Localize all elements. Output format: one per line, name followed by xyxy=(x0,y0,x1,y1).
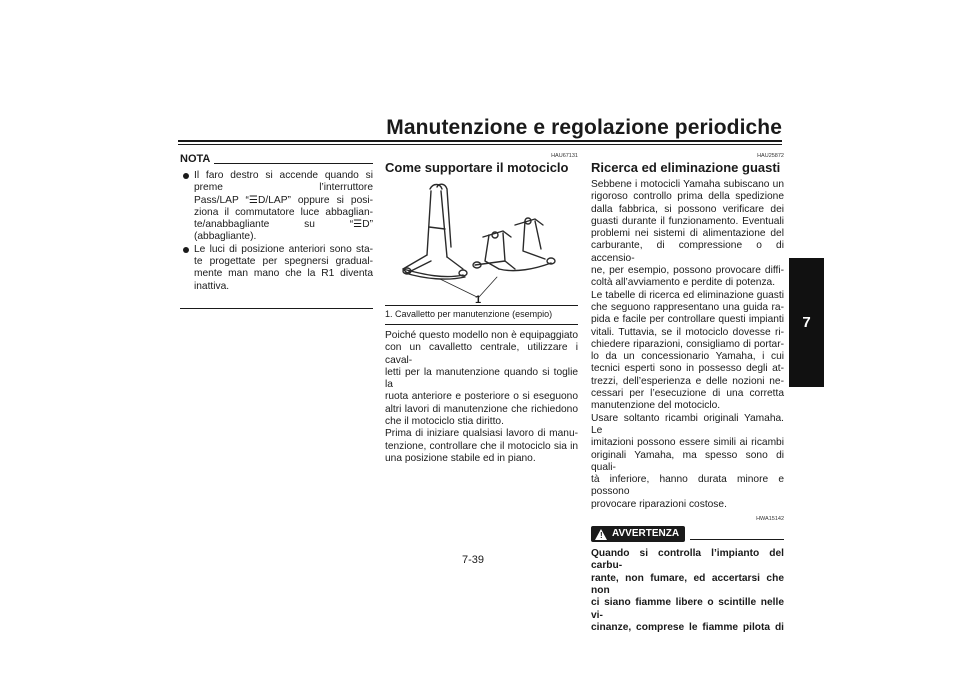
text-line: tenzione, controllare che il motociclo sia in xyxy=(385,440,578,452)
text-line: cinanze, comprese le fiamme pilota di xyxy=(591,621,784,633)
nota-item xyxy=(180,170,373,244)
warning-triangle-icon: ! xyxy=(595,529,607,540)
text-line: ne, per esempio, possono provocare diffi- xyxy=(591,265,784,277)
title-rule-thin xyxy=(178,144,782,145)
text-line: imitazioni possono essere simili ai ricambi xyxy=(591,437,784,449)
text-line: te/anabbagliante su “☰D” xyxy=(194,219,373,231)
nota-rule xyxy=(214,163,373,164)
bullet-icon xyxy=(183,173,189,179)
section-code: HAU25872 xyxy=(757,153,784,159)
title-rule-thick xyxy=(178,140,782,142)
warning-text xyxy=(591,548,784,634)
maintenance-stand-illustration xyxy=(385,177,578,303)
text-line: carburante, di compressione o di accensio- xyxy=(591,240,784,264)
text-line: originali Yamaha, ma spesso sono di quali- xyxy=(591,449,784,473)
text-line: Poiché questo modello non è equipaggiato xyxy=(385,330,578,341)
stand-figure xyxy=(385,177,578,303)
text-line: Quando si controlla l’impianto del carbu- xyxy=(591,548,784,572)
text-line: coltà all’avviamento e perdite di potenza. xyxy=(591,277,776,289)
text-line: rante, non fumare, ed accertarsi che non xyxy=(591,572,784,596)
nota-list xyxy=(180,170,373,293)
text-line: rigoroso controllo prima della spedizione xyxy=(591,191,784,203)
figure-callout: 1 xyxy=(475,294,482,303)
warning-header xyxy=(591,526,784,542)
warning-rule xyxy=(690,539,784,540)
text-line: preme l’interruttore xyxy=(194,182,373,194)
section-title: Come supportare il motociclo xyxy=(385,160,569,175)
warning-badge xyxy=(591,526,685,542)
text-line: letti per la manutenzione quando si toglie la xyxy=(385,366,578,391)
bullet-icon xyxy=(183,247,189,253)
text-line: trezzi, dell’esperienza e delle nozioni ne- xyxy=(591,375,784,387)
text-line: una posizione stabile ed in piano. xyxy=(385,452,536,464)
text-line: con un cavalletto centrale, utilizzare i caval- xyxy=(385,342,578,366)
text-line: dalla fabbrica, si possono verificare dei xyxy=(591,203,784,215)
text-line: Le tabelle di ricerca ed eliminazione guasti xyxy=(591,289,784,301)
text-line: che il motociclo stia diritto. xyxy=(385,416,504,428)
section-title: Ricerca ed eliminazione guasti xyxy=(591,160,781,175)
text-line: chiedere riparazioni, consigliamo di portar- xyxy=(591,338,784,350)
text-line: tecnici esperti sono in possesso degli at- xyxy=(591,363,784,375)
nota-end-rule xyxy=(180,308,373,309)
text-line: manutenzione del motociclo. xyxy=(591,400,721,412)
figure-rule xyxy=(385,305,578,306)
text-line: che seguono rappresentano una guida ra- xyxy=(591,301,784,313)
nota-label: NOTA xyxy=(180,153,211,165)
warning-code: HWA15142 xyxy=(756,516,784,523)
text-line: altri lavori di manutenzione che richiedono xyxy=(385,403,578,415)
text-line: vitali. Tuttavia, se il motociclo dovesse ri- xyxy=(591,326,784,338)
text-line: (abbagliante). xyxy=(194,231,257,243)
figure-caption: 1. Cavalletto per manutenzione (esempio) xyxy=(385,309,553,319)
section-code: HAU67131 xyxy=(551,153,578,159)
text-line: Le luci di posizione anteriori sono sta- xyxy=(194,243,373,255)
nota-header xyxy=(180,153,373,166)
nota-item xyxy=(180,244,373,293)
text-line: pida e facile per controllare questi impianti xyxy=(591,314,784,326)
chapter-tab: 7 xyxy=(789,258,824,387)
caption-rule xyxy=(385,324,578,325)
text-line: ruota anteriore e posteriore o si eseguono xyxy=(385,391,578,403)
warning-label: AVVERTENZA xyxy=(612,527,680,539)
text-line: guasti durante il funzionamento. Eventuali xyxy=(591,215,784,227)
text-line: tà inferiore, hanno durata minore e possono xyxy=(591,474,784,498)
text-line: problemi nei sistemi di alimentazione del xyxy=(591,228,784,240)
text-line: ci siano fiamme libere o scintille nelle vi- xyxy=(591,597,784,621)
text-line: Sebbene i motocicli Yamaha subiscano un xyxy=(591,179,784,190)
text-line: Prima di iniziare qualsiasi lavoro di manu- xyxy=(385,428,578,440)
troubleshooting-column xyxy=(591,153,784,634)
troubleshooting-body xyxy=(591,179,784,511)
text-line: Pass/LAP “☰D/LAP” oppure si posi- xyxy=(194,194,373,206)
text-line: ziona il commutatore luce abbaglian- xyxy=(194,206,373,218)
text-line: Il faro destro si accende quando si xyxy=(194,170,373,181)
nota-column xyxy=(180,153,373,309)
text-line: provocare riparazioni costose. xyxy=(591,498,727,510)
page-number: 7-39 xyxy=(462,554,485,566)
page-title: Manutenzione e regolazione periodiche xyxy=(386,116,782,139)
text-line: cessari per l’esecuzione di una corretta xyxy=(591,388,784,400)
support-column xyxy=(385,153,578,465)
text-line: mente man mano che la R1 diventa xyxy=(194,268,373,280)
text-line: te progettate per spegnersi gradual- xyxy=(194,256,373,268)
text-line: inattiva. xyxy=(194,280,230,292)
text-line: lo da un concessionario Yamaha, i cui xyxy=(591,351,784,363)
text-line: Usare soltanto ricambi originali Yamaha. Le xyxy=(591,412,784,436)
